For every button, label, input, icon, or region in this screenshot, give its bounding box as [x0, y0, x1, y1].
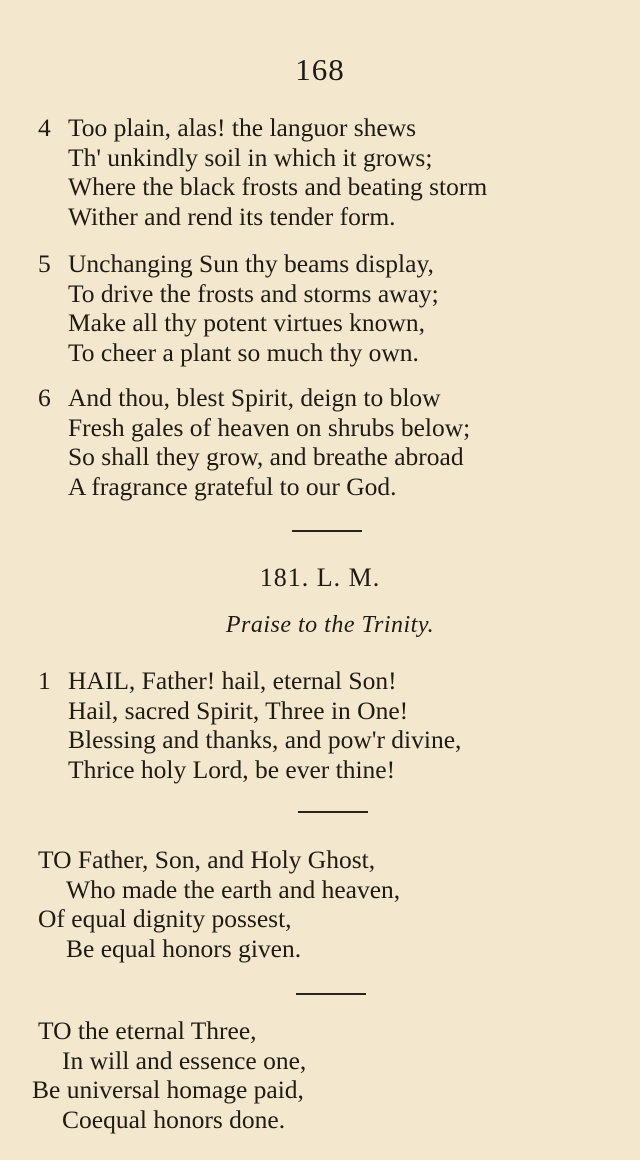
- divider-rule: [292, 530, 362, 532]
- hymn-number-meter: 181. L. M.: [259, 563, 381, 592]
- verse-text: Of equal dignity possest,: [38, 904, 292, 933]
- divider-rule: [296, 993, 366, 995]
- verse-text: TO the eternal Three,: [38, 1016, 257, 1045]
- stanza-number: 5: [38, 249, 51, 278]
- verse-text: To cheer a plant so much thy own.: [68, 337, 419, 367]
- verse-text: To drive the frosts and storms away;: [68, 278, 439, 308]
- verse-text: Be universal homage paid,: [32, 1075, 304, 1104]
- verse-text: Fresh gales of heaven on shrubs below;: [68, 412, 471, 442]
- verse-text: Thrice holy Lord, be ever thine!: [68, 754, 396, 784]
- verse-text: And thou, blest Spirit, deign to blow: [68, 383, 441, 412]
- verse-text: Make all thy potent virtues known,: [68, 308, 425, 337]
- verse-line: [34, 1104, 286, 1135]
- stanza-number: 4: [38, 113, 51, 142]
- stanza-number: 6: [38, 383, 51, 412]
- verse-text: Blessing and thanks, and pow'r divine,: [68, 725, 462, 754]
- verse-text: HAIL, Father! hail, eternal Son!: [68, 666, 397, 695]
- verse-text: A fragrance grateful to our God.: [68, 471, 397, 501]
- verse-text: Hail, sacred Spirit, Three in One!: [68, 695, 409, 725]
- stanza-number: 1: [38, 666, 51, 695]
- verse-text: Unchanging Sun thy beams display,: [68, 249, 434, 278]
- verse-text: Too plain, alas! the languor shews: [68, 113, 417, 142]
- page-number: 168: [295, 52, 345, 87]
- verse-text: Th' unkindly soil in which it grows;: [68, 142, 433, 172]
- divider-rule: [298, 811, 368, 813]
- verse-text: Where the black frosts and beating storm: [68, 172, 488, 201]
- verse-line: [32, 1075, 304, 1105]
- verse-text: So shall they grow, and breathe abroad: [68, 442, 464, 471]
- verse-text: Be equal honors given.: [66, 933, 302, 963]
- verse-text: TO Father, Son, and Holy Ghost,: [38, 845, 376, 874]
- verse-text: In will and essence one,: [62, 1045, 307, 1075]
- hymn-title: Praise to the Trinity.: [225, 612, 435, 638]
- verse-line: [34, 1045, 307, 1076]
- verse-text: Wither and rend its tender form.: [68, 201, 396, 231]
- verse-text: Coequal honors done.: [62, 1104, 286, 1134]
- verse-text: Who made the earth and heaven,: [66, 874, 401, 904]
